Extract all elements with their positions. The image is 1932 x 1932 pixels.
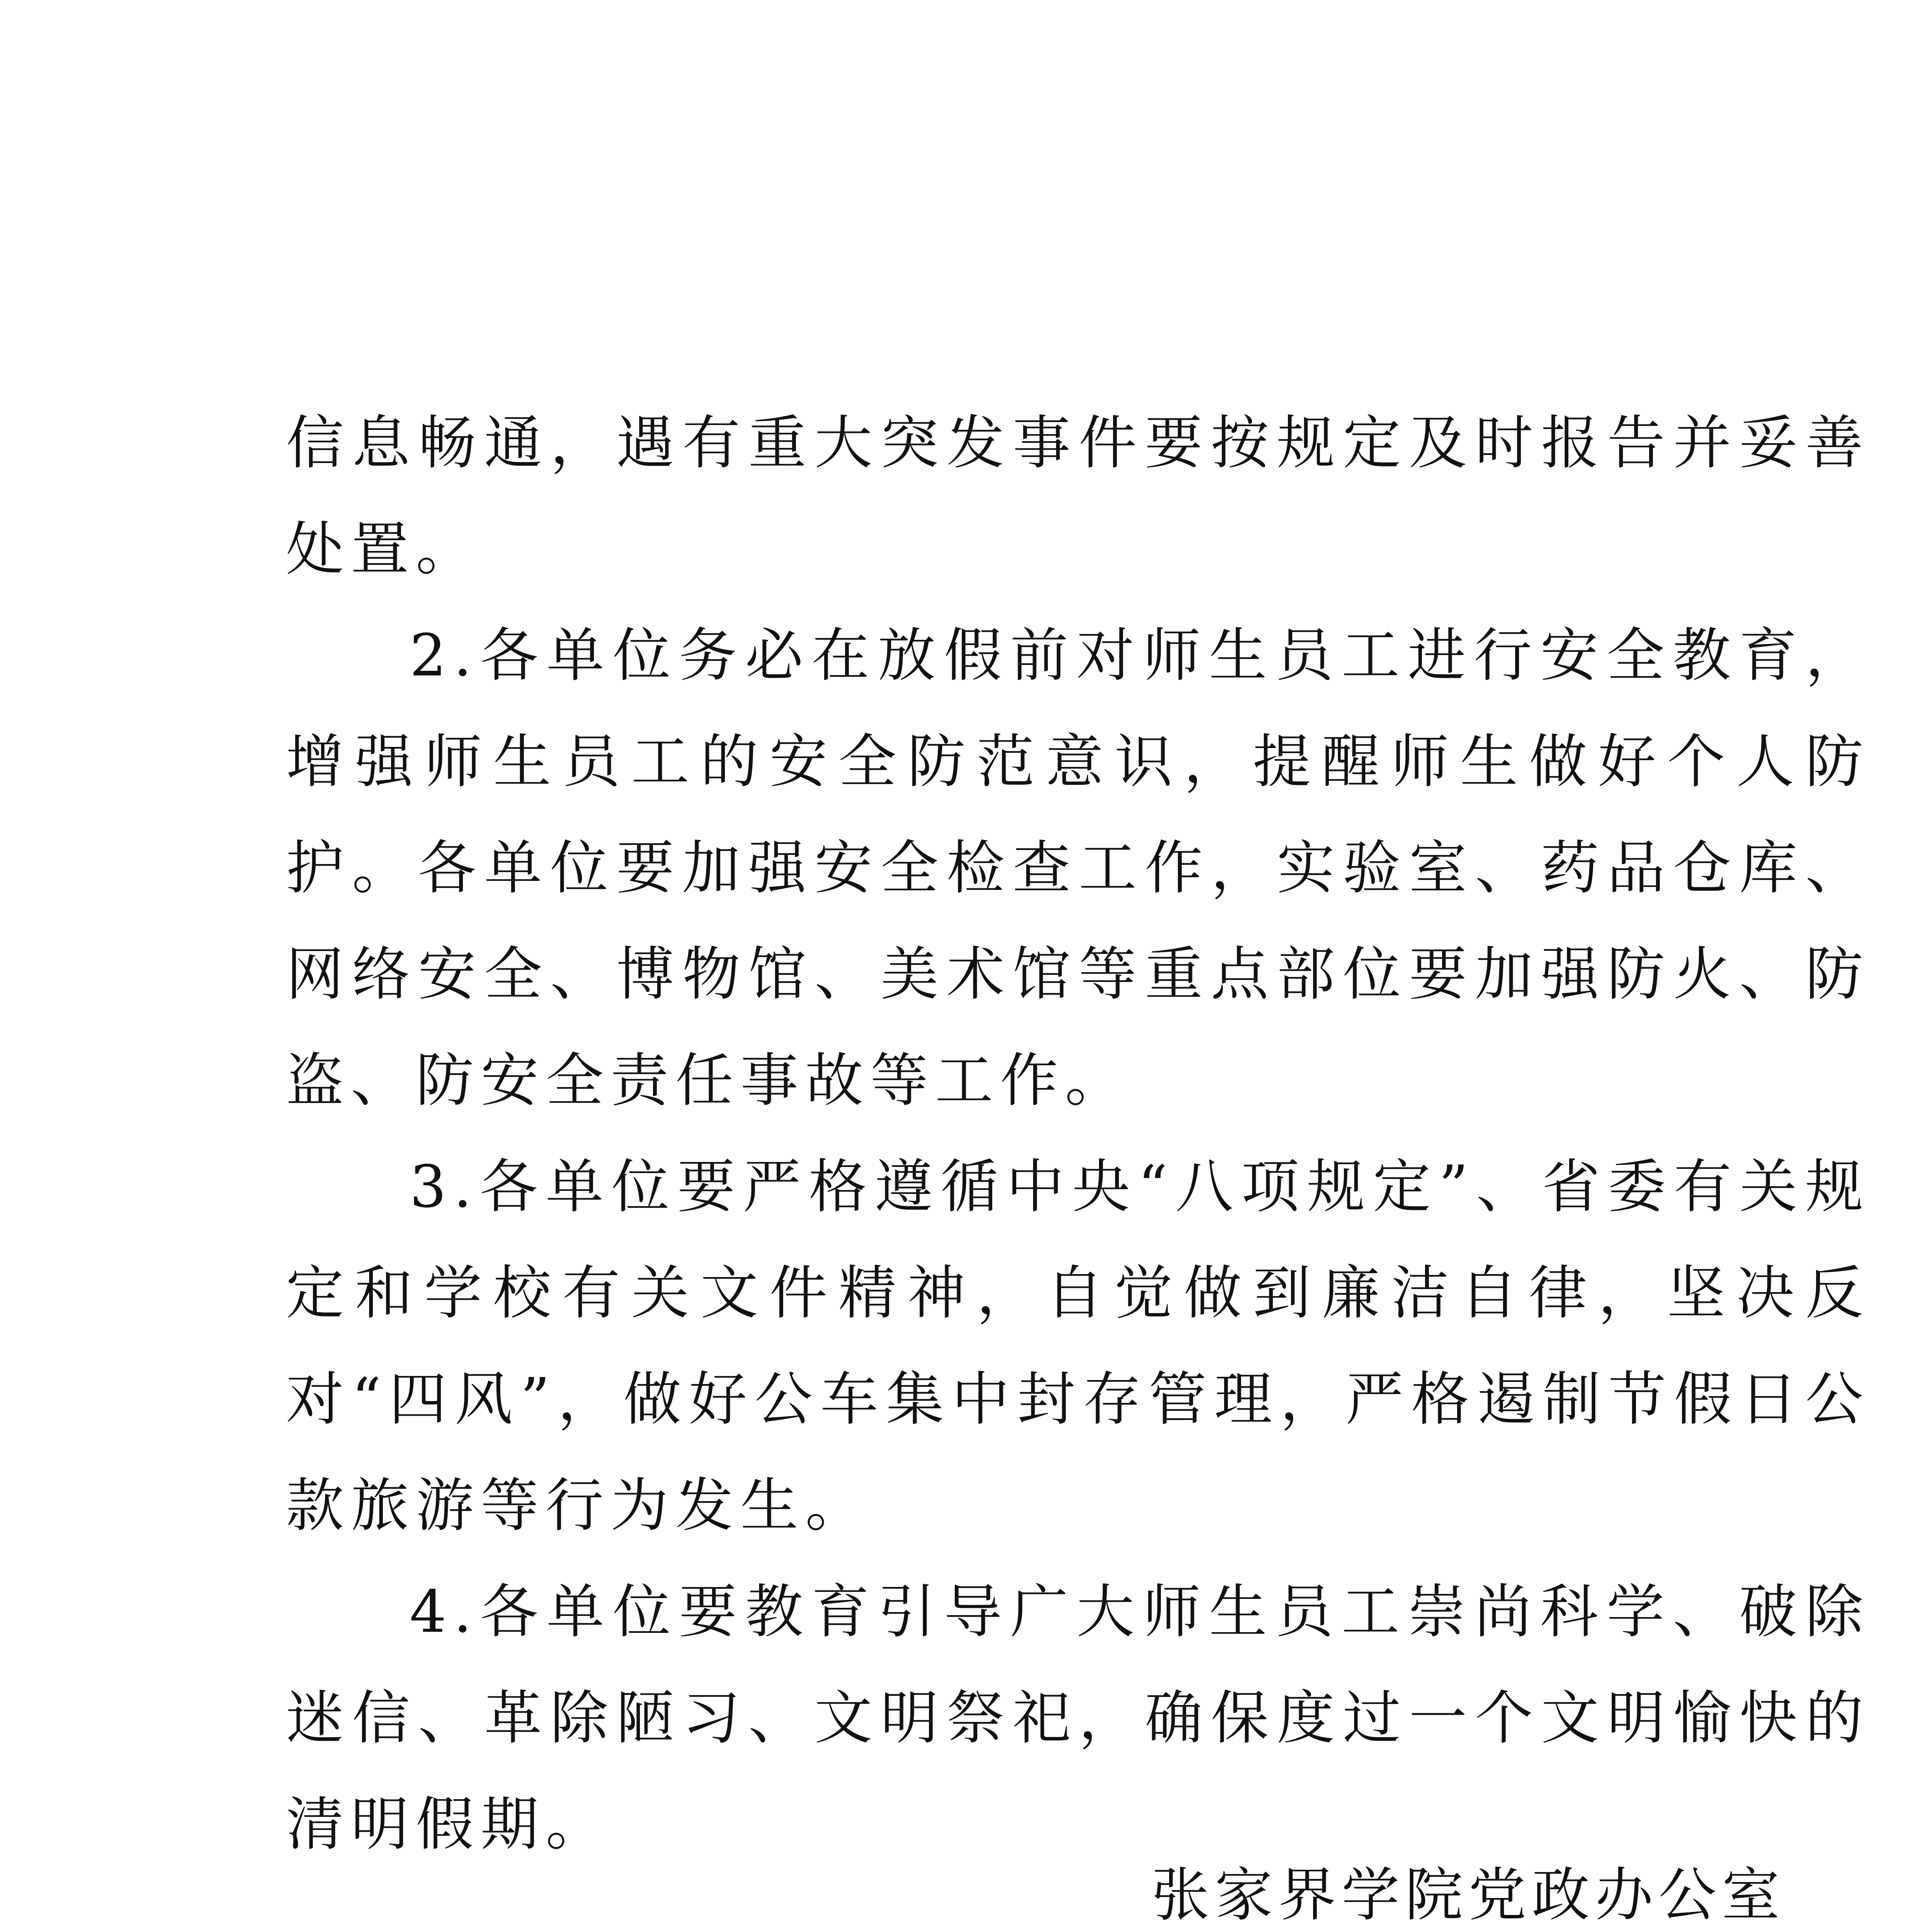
paragraph-item-3: 3.各单位要严格遵循中央“八项规定”、省委有关规定和学校有关文件精神，自觉做到廉洁自律，坚决反对“四风”，做好公车集中封存管理，严格遏制节假日公款旅游等行为发生。	[286, 1153, 1870, 1539]
paragraph-continuation: 信息畅通，遇有重大突发事件要按规定及时报告并妥善处置。	[286, 410, 1870, 583]
paragraph-item-2: 2.各单位务必在放假前对师生员工进行安全教育，增强师生员工的安全防范意识，提醒师生做好个人防护。各单位要加强安全检查工作，实验室、药品仓库、网络安全、博物馆、美术馆等重点部位要加强防火、防盗、防安全责任事故等工作。	[286, 622, 1870, 1114]
paragraph-item-4: 4.各单位要教育引导广大师生员工崇尚科学、破除迷信、革除陋习、文明祭祀，确保度过一个文明愉快的清明假期。	[286, 1578, 1870, 1858]
signature-organization: 张家界学院党政办公室	[1151, 1862, 1786, 1929]
document-body	[286, 390, 1870, 1878]
